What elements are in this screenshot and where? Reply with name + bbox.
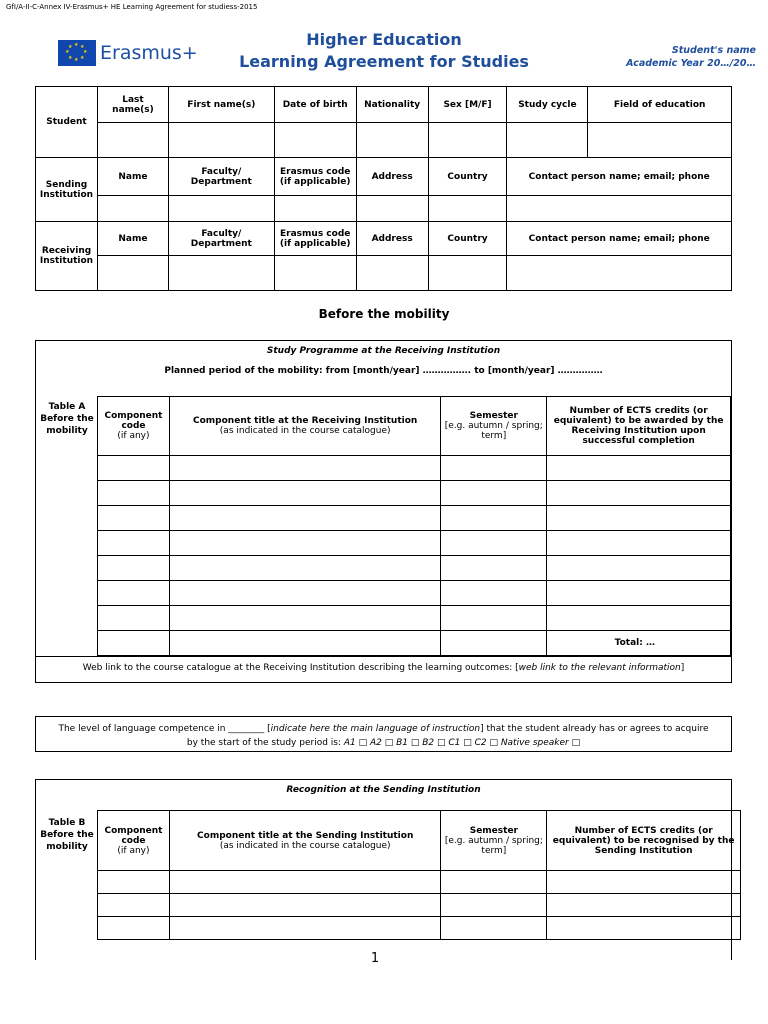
col-nationality: Nationality <box>356 87 428 123</box>
semester-cell[interactable] <box>441 456 547 481</box>
table-b <box>97 810 741 940</box>
col-last-name: Last name(s) <box>97 87 168 123</box>
logo-text: Erasmus+ <box>100 42 198 64</box>
table-row <box>98 917 741 940</box>
semester-cell[interactable] <box>441 917 547 940</box>
col-dob: Date of birth <box>274 87 356 123</box>
language-levels[interactable]: A1 □ A2 □ B1 □ B2 □ C1 □ C2 □ Native speaker □ <box>343 738 581 748</box>
table-a-col-semester: Semester [e.g. autumn / spring; term] <box>441 397 547 456</box>
table-a-col-code: Component code (if any) <box>98 397 170 456</box>
table-row <box>98 606 731 631</box>
title-cell[interactable] <box>169 631 440 656</box>
sending-contact-cell[interactable] <box>507 196 732 222</box>
table-row <box>98 481 731 506</box>
table-b-heading: Recognition at the Sending Institution <box>286 785 481 795</box>
code-cell[interactable] <box>98 481 170 506</box>
title-cell[interactable] <box>169 531 440 556</box>
academic-year: Academic Year 20…/20… <box>626 58 756 69</box>
semester-cell[interactable] <box>441 506 547 531</box>
receiving-address-cell[interactable] <box>356 256 428 291</box>
sending-name-cell[interactable] <box>97 196 168 222</box>
ects-cell[interactable] <box>547 917 741 940</box>
weblink-placeholder[interactable]: web link to the relevant information <box>518 663 681 673</box>
title-cell[interactable] <box>169 556 440 581</box>
ects-cell[interactable] <box>547 581 731 606</box>
title-cell[interactable] <box>169 456 440 481</box>
col-study-cycle: Study cycle <box>507 87 588 123</box>
before-mobility-heading: Before the mobility <box>318 307 450 321</box>
title-line-2: Learning Agreement for Studies <box>239 52 529 71</box>
page-number: 1 <box>370 951 380 966</box>
receiving-label: Receiving Institution <box>36 222 98 291</box>
receiving-col-code: Erasmus code (if applicable) <box>274 222 356 256</box>
table-b-col-semester: Semester [e.g. autumn / spring; term] <box>441 811 547 871</box>
student-label: Student <box>36 87 98 158</box>
table-row <box>98 506 731 531</box>
receiving-col-name: Name <box>97 222 168 256</box>
sending-col-code: Erasmus code (if applicable) <box>274 158 356 196</box>
table-row <box>98 894 741 917</box>
col-sex: Sex [M/F] <box>428 87 507 123</box>
sending-label: Sending Institution <box>36 158 98 222</box>
code-cell[interactable] <box>98 631 170 656</box>
dob-cell[interactable] <box>274 123 356 158</box>
code-cell[interactable] <box>98 894 170 917</box>
sending-col-contact: Contact person name; email; phone <box>507 158 732 196</box>
title-cell[interactable] <box>169 606 440 631</box>
language-competence: The level of language competence in ________ [indicate here the main language of instruction] that the student already has or agrees to acquire by the start of the study period is: A1 □ A2 □ B1 □ B2 □ C1 □ C2 □ Native speaker □ <box>58 724 709 748</box>
table-a-col-ects: Number of ECTS credits (or equivalent) to be awarded by the Receiving Institution upon successful completion <box>547 397 731 456</box>
ects-cell[interactable] <box>547 556 731 581</box>
semester-cell[interactable] <box>441 871 547 894</box>
student-info <box>626 44 756 70</box>
receiving-faculty-cell[interactable] <box>168 256 274 291</box>
ects-cell[interactable] <box>547 871 741 894</box>
code-cell[interactable] <box>98 456 170 481</box>
sending-col-faculty: Faculty/ Department <box>168 158 274 196</box>
ects-cell[interactable] <box>547 531 731 556</box>
weblink-text: Web link to the course catalogue at the Receiving Institution describing the learning outcomes: [web link to the relevant information] <box>82 663 685 673</box>
title-cell[interactable] <box>169 871 440 894</box>
table-b-col-title: Component title at the Sending Institution (as indicated in the course catalogue) <box>169 811 440 871</box>
receiving-col-address: Address <box>356 222 428 256</box>
student-table <box>35 86 732 291</box>
first-name-cell[interactable] <box>168 123 274 158</box>
semester-cell[interactable] <box>441 531 547 556</box>
receiving-country-cell[interactable] <box>428 256 507 291</box>
code-cell[interactable] <box>98 871 170 894</box>
table-a-col-title: Component title at the Receiving Institution (as indicated in the course catalogue) <box>169 397 440 456</box>
table-a-heading: Study Programme at the Receiving Institution <box>266 346 501 356</box>
last-name-cell[interactable] <box>97 123 168 158</box>
table-b-side-label: Table B Before the mobility <box>40 818 94 852</box>
receiving-code-cell[interactable] <box>274 256 356 291</box>
ects-cell[interactable] <box>547 481 731 506</box>
semester-cell[interactable] <box>441 556 547 581</box>
student-name: Student's name <box>671 45 756 56</box>
title-cell[interactable] <box>169 481 440 506</box>
ects-cell[interactable] <box>547 606 731 631</box>
semester-cell[interactable] <box>441 481 547 506</box>
eu-flag-icon: ★ ★ ★ ★ ★ ★ ★ ★ <box>58 40 96 66</box>
document-reference: GfI/A-II-C-Annex IV-Erasmus+ HE Learning Agreement for studiess-2015 <box>6 3 258 11</box>
sending-code-cell[interactable] <box>274 196 356 222</box>
ects-cell[interactable] <box>547 506 731 531</box>
receiving-col-faculty: Faculty/ Department <box>168 222 274 256</box>
sending-country-cell[interactable] <box>428 196 507 222</box>
sending-col-country: Country <box>428 158 507 196</box>
col-first-name: First name(s) <box>168 87 274 123</box>
total-label: Total: … <box>614 638 655 648</box>
total-cell[interactable] <box>547 631 731 656</box>
table-row <box>98 456 731 481</box>
table-row <box>98 631 731 656</box>
receiving-contact-cell[interactable] <box>507 256 732 291</box>
ects-cell[interactable] <box>547 894 741 917</box>
code-cell[interactable] <box>98 606 170 631</box>
sex-cell[interactable] <box>428 123 507 158</box>
title-cell[interactable] <box>169 917 440 940</box>
code-cell[interactable] <box>98 531 170 556</box>
title-cell[interactable] <box>169 894 440 917</box>
table-b-col-ects: Number of ECTS credits (or equivalent) to be recognised by the Sending Institution <box>547 811 741 871</box>
ects-cell[interactable] <box>547 456 731 481</box>
nationality-cell[interactable] <box>356 123 428 158</box>
sending-col-name: Name <box>97 158 168 196</box>
table-row <box>98 581 731 606</box>
sending-faculty-cell[interactable] <box>168 196 274 222</box>
table-row <box>98 871 741 894</box>
code-cell[interactable] <box>98 506 170 531</box>
table-b-col-code: Component code (if any) <box>98 811 170 871</box>
semester-cell[interactable] <box>441 606 547 631</box>
table-row <box>98 556 731 581</box>
receiving-col-contact: Contact person name; email; phone <box>507 222 732 256</box>
semester-cell[interactable] <box>441 894 547 917</box>
sending-col-address: Address <box>356 158 428 196</box>
semester-cell[interactable] <box>441 581 547 606</box>
receiving-col-country: Country <box>428 222 507 256</box>
code-cell[interactable] <box>98 917 170 940</box>
receiving-name-cell[interactable] <box>97 256 168 291</box>
table-a <box>97 396 731 656</box>
title-cell[interactable] <box>169 506 440 531</box>
table-a-side-label: Table A Before the mobility <box>40 402 94 436</box>
code-cell[interactable] <box>98 556 170 581</box>
field-cell[interactable] <box>588 123 732 158</box>
semester-cell[interactable] <box>441 631 547 656</box>
sending-address-cell[interactable] <box>356 196 428 222</box>
table-row <box>98 531 731 556</box>
planned-period: Planned period of the mobility: from [month/year] ……………. to [month/year] …………… <box>164 366 603 376</box>
code-cell[interactable] <box>98 581 170 606</box>
study-cycle-cell[interactable] <box>507 123 588 158</box>
col-field: Field of education <box>588 87 732 123</box>
title-line-1: Higher Education <box>306 30 462 49</box>
title-cell[interactable] <box>169 581 440 606</box>
